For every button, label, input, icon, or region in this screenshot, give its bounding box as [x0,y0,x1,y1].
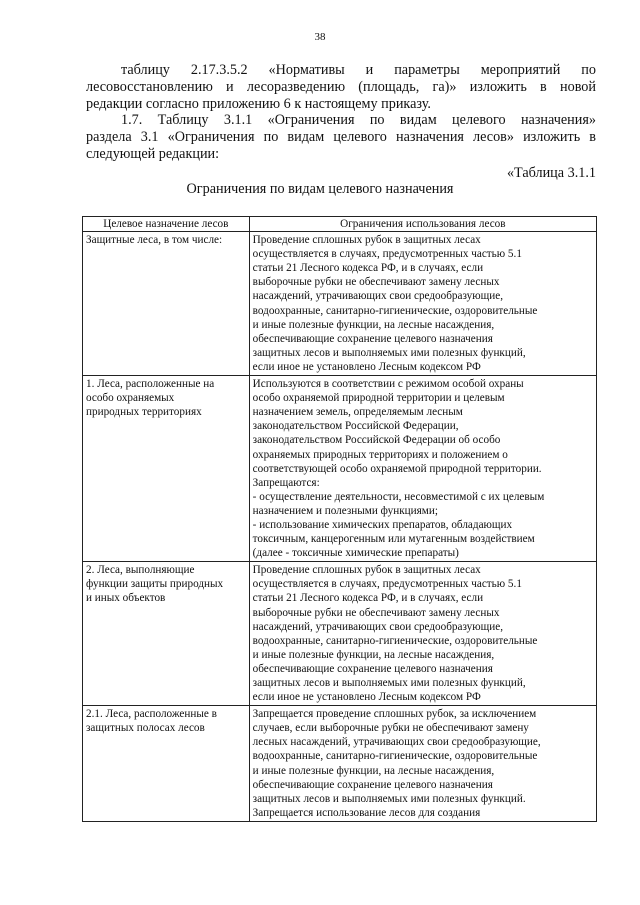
paragraph-line: 1.7. Таблицу 3.1.1 «Ограничения по видам целевого назначения» [121,112,596,128]
cell-line: водоохранные, санитарно-гигиенические, оздоровительные [252,304,538,317]
header-restrictions: Ограничения использования лесов [249,217,596,232]
purpose-cell [83,562,250,706]
cell-line: (далее - токсичные химические препараты) [252,547,459,560]
cell-line: природных территориях [86,406,202,419]
page-number: 38 [314,31,326,43]
table-reference: «Таблица 3.1.1 [506,165,596,181]
cell-line: особо охраняемых [86,392,175,405]
paragraph-line: таблицу 2.17.3.5.2 «Нормативы и параметры мероприятий по [121,62,596,78]
cell-line: 2.1. Леса, расположенные в [86,708,217,721]
cell-line: насаждений, утрачивающих свои средообразующие, [252,290,503,303]
cell-line: Запрещается проведение сплошных рубок, за исключением [252,708,537,721]
cell-line: Запрещаются: [252,476,320,489]
cell-line: - использование химических препаратов, обладающих [252,518,513,531]
paragraph-line: следующей редакции: [86,146,220,162]
header-purpose: Целевое назначение лесов [83,217,250,232]
cell-line: назначением и полезными функциями; [252,504,438,517]
cell-line: назначением земель, определяемым лесным [252,406,463,419]
paragraph-line: лесовосстановлению и лесоразведению (площадь, га)» изложить в новой [86,79,596,95]
cell-line: 1. Леса, расположенные на [86,378,215,391]
restrictions-cell [249,562,596,706]
cell-line: обеспечивающие сохранение целевого назначения [252,332,493,345]
cell-line: и иные полезные функции, на лесные насаждения, [252,318,495,331]
table-row [83,232,597,376]
cell-line: случаев, если выборочные рубки не обеспечивают замену [252,722,529,735]
table-title: Ограничения по видам целевого назначения [186,181,454,197]
cell-line: и иные полезные функции, на лесные насаждения, [252,764,495,777]
cell-line: 2. Леса, выполняющие [86,564,195,577]
cell-line: Запрещается использование лесов для создания [252,806,481,819]
cell-line: обеспечивающие сохранение целевого назначения [252,778,493,791]
paragraph-line: раздела 3.1 «Ограничения по видам целевого назначения лесов» изложить в [86,129,596,145]
restrictions-cell [249,706,596,822]
purpose-cell [83,232,250,376]
cell-line: - осуществление деятельности, несовместимой с их целевым [252,490,545,503]
cell-line: законодательством Российской Федерации об особо [252,434,501,447]
cell-line: выборочные рубки не обеспечивают замену лесных [252,606,500,619]
cell-line: Защитные леса, в том числе: [86,234,223,247]
cell-line: статьи 21 Лесного кодекса РФ, и в случаях, если [252,262,484,275]
paragraph-line: редакции согласно приложению 6 к настоящему приказу. [86,96,431,112]
cell-line: осуществляется в случаях, предусмотренных частью 5.1 [252,578,522,591]
cell-line: если иное не установлено Лесным кодексом РФ [252,691,481,704]
table-row [83,562,597,706]
cell-line: особо охраняемой природной территории и целевым [252,392,505,405]
cell-line: токсичным, канцерогенным или мутагенным воздействием [252,533,535,546]
cell-line: Проведение сплошных рубок в защитных лесах [252,234,481,247]
cell-line: защитных лесов и выполняемых ими полезных функций. [252,792,526,805]
cell-line: осуществляется в случаях, предусмотренных частью 5.1 [252,248,522,261]
cell-line: охраняемых природных территориях и положением о [252,448,508,461]
cell-line: законодательством Российской Федерации, [252,420,459,433]
restrictions-cell [249,232,596,376]
cell-line: и иные полезные функции, на лесные насаждения, [252,648,495,661]
cell-line: защитных лесов и выполняемых ими полезных функций, [252,677,526,689]
cell-line: водоохранные, санитарно-гигиенические, оздоровительные [252,750,538,763]
purpose-cell [83,706,250,822]
table-header-row [83,217,597,232]
cell-line: лесных насаждений, утрачивающих свои средообразующие, [252,736,541,749]
restrictions-cell [249,376,596,562]
table-row [83,376,597,562]
cell-line: и иных объектов [86,592,166,605]
cell-line: соответствующей особо охраняемой природной территории. [252,462,542,475]
cell-line: обеспечивающие сохранение целевого назначения [252,662,493,675]
cell-line: Используются в соответствии с режимом особой охраны [252,378,524,391]
amendment-paragraph [86,112,596,163]
cell-line: если иное не установлено Лесным кодексом РФ [252,360,481,373]
intro-paragraph [86,62,596,113]
cell-line: функции защиты природных [86,578,224,591]
cell-line: выборочные рубки не обеспечивают замену лесных [252,276,500,289]
cell-line: статьи 21 Лесного кодекса РФ, и в случаях, если [252,592,484,605]
cell-line: защитных полосах лесов [86,722,205,735]
cell-line: защитных лесов и выполняемых ими полезных функций, [252,346,526,359]
cell-line: водоохранные, санитарно-гигиенические, оздоровительные [252,634,538,647]
table-row [83,706,597,822]
purpose-cell [83,376,250,562]
restrictions-table [82,216,597,822]
cell-line: Проведение сплошных рубок в защитных лесах [252,564,481,577]
cell-line: насаждений, утрачивающих свои средообразующие, [252,620,503,633]
